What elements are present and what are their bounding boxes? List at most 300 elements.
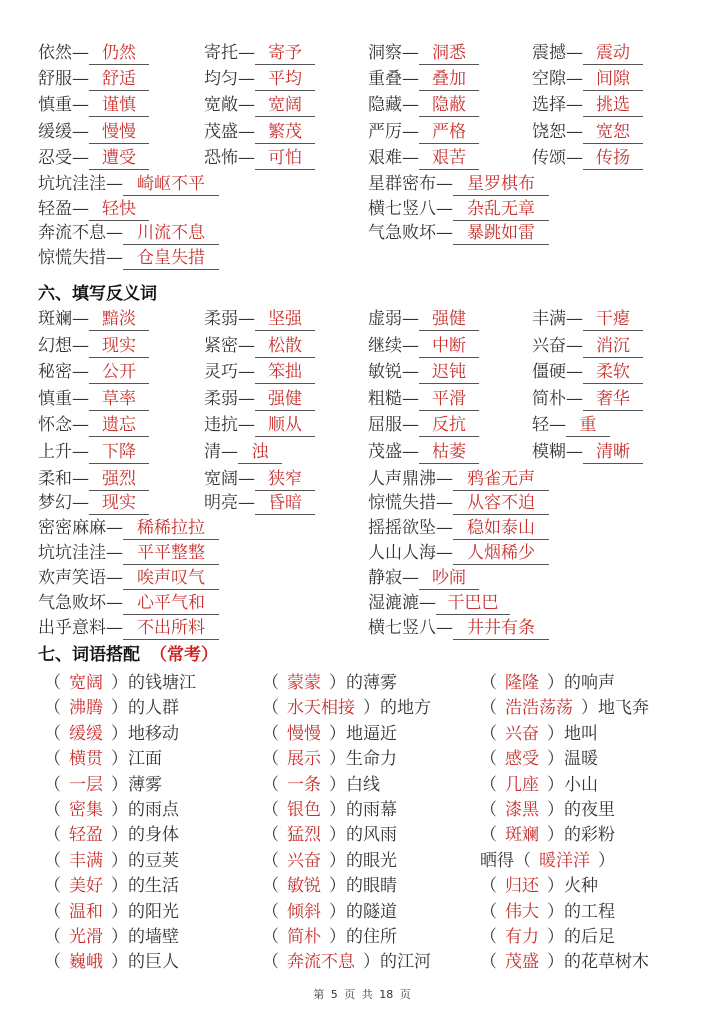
word-pair [204, 92, 315, 118]
answer-fill[interactable]: 倾斜 [287, 901, 321, 922]
phrase-tail: ）的身体 [111, 825, 179, 846]
answer-fill[interactable]: 隆隆 [505, 673, 539, 693]
word-pair [38, 359, 149, 385]
open-paren: （ [480, 901, 497, 922]
word-pair [532, 66, 643, 92]
word-pair [38, 439, 149, 465]
collocation-item [480, 900, 615, 925]
word-row [0, 565, 724, 591]
word-pair [368, 171, 549, 197]
answer-blank[interactable]: 吵闹 [419, 567, 479, 590]
dash: — [238, 468, 255, 489]
word-row [0, 92, 724, 118]
collocation-item [480, 747, 598, 772]
answer-fill[interactable]: 光滑 [69, 927, 103, 947]
phrase-tail: ）的夜里 [547, 800, 615, 820]
answer-fill[interactable]: 漆黑 [505, 800, 539, 820]
phrase-tail: ）的眼睛 [329, 876, 397, 897]
answer-fill[interactable]: 敏锐 [287, 876, 321, 897]
dash: — [106, 247, 123, 268]
answer-blank[interactable]: 不出所料 [123, 617, 219, 640]
dash: — [238, 69, 255, 90]
answer-blank[interactable]: 草率 [89, 388, 149, 411]
word-row [0, 220, 724, 246]
word-prompt: 隐藏 [368, 95, 402, 116]
answer-fill[interactable]: 兴奋 [505, 723, 539, 744]
dash: — [436, 174, 453, 194]
word-row [0, 439, 724, 465]
dash: — [238, 415, 255, 436]
word-prompt: 慎重 [38, 388, 72, 409]
answer-fill[interactable]: 轻盈 [69, 825, 103, 846]
open-paren: （ [480, 723, 497, 744]
answer-fill[interactable]: 一条 [287, 774, 321, 795]
section-heading-antonyms: 六、填写反义词 [38, 284, 157, 304]
collocation-item [262, 747, 397, 772]
answer-fill[interactable]: 奔流不息 [287, 952, 355, 973]
answer-blank[interactable]: 从容不迫 [453, 492, 549, 515]
answer-blank[interactable]: 轻快 [89, 198, 149, 221]
answer-fill[interactable]: 慢慢 [287, 723, 321, 744]
answer-fill[interactable]: 感受 [505, 749, 539, 770]
word-pair [38, 565, 219, 591]
phrase-tail: ）薄雾 [111, 774, 162, 795]
word-pair [204, 306, 315, 332]
phrase-tail: ）的雨幕 [329, 800, 397, 820]
answer-fill[interactable]: 简朴 [287, 927, 321, 947]
answer-fill[interactable]: 沸腾 [69, 698, 103, 719]
word-pair [204, 466, 315, 492]
dash: — [106, 223, 123, 243]
answer-blank[interactable]: 川流不息 [123, 222, 219, 245]
word-row [0, 40, 724, 66]
phrase-tail: ）的人群 [111, 698, 179, 719]
word-prompt: 欢声笑语 [38, 568, 106, 589]
answer-blank[interactable]: 现实 [89, 492, 149, 515]
answer-blank[interactable]: 慢慢 [89, 121, 149, 144]
answer-fill[interactable]: 兴奋 [287, 850, 321, 871]
word-pair [368, 306, 479, 332]
word-prompt: 惊慌失措 [368, 493, 436, 514]
word-prompt: 静寂 [368, 568, 402, 589]
word-pair [204, 66, 315, 92]
collocation-item [262, 696, 431, 721]
answer-blank[interactable]: 反抗 [419, 414, 479, 437]
word-pair [368, 540, 549, 566]
collocation-item [262, 671, 397, 696]
phrase-tail: ）的豆荚 [111, 850, 179, 871]
word-pair [532, 333, 643, 359]
word-prompt: 空隙 [532, 69, 566, 90]
answer-blank[interactable]: 唉声叹气 [123, 567, 219, 590]
answer-fill[interactable]: 浩浩荡荡 [505, 698, 573, 719]
word-pair [368, 145, 479, 171]
collocation-item [480, 671, 615, 696]
word-pair [368, 565, 479, 591]
answer-blank[interactable]: 松散 [255, 335, 315, 358]
answer-blank[interactable]: 崎岖不平 [123, 173, 219, 196]
open-paren: （ [480, 673, 497, 693]
collocation-item [262, 823, 397, 848]
answer-blank[interactable]: 下降 [89, 441, 149, 464]
word-pair [204, 119, 315, 145]
answer-blank[interactable]: 隐蔽 [419, 94, 479, 117]
answer-blank[interactable]: 顺从 [255, 414, 315, 437]
answer-fill[interactable]: 蒙蒙 [287, 673, 321, 693]
word-pair [368, 439, 479, 465]
word-row [0, 515, 724, 541]
open-paren: （ [262, 698, 279, 719]
answer-blank[interactable]: 浊 [238, 441, 282, 464]
answer-blank[interactable]: 仍然 [89, 42, 149, 65]
word-pair [38, 92, 149, 118]
answer-blank[interactable]: 舒适 [89, 68, 149, 91]
word-prompt: 缓缓 [38, 121, 72, 142]
dash: — [402, 121, 419, 142]
word-prompt: 饶恕 [532, 121, 566, 142]
answer-blank[interactable]: 杂乱无章 [453, 198, 549, 221]
word-pair [38, 145, 149, 171]
dash: — [402, 362, 419, 383]
phrase-tail: ）的阳光 [111, 901, 179, 922]
phrase-tail: ）的彩粉 [547, 825, 615, 846]
word-prompt: 柔弱 [204, 388, 238, 409]
answer-blank[interactable]: 可怕 [255, 147, 315, 170]
dash: — [106, 518, 123, 539]
word-prompt: 摇摇欲坠 [368, 518, 436, 539]
answer-fill[interactable]: 斑斓 [505, 825, 539, 846]
word-prompt: 虚弱 [368, 309, 402, 329]
answer-fill[interactable]: 宽阔 [69, 673, 103, 693]
answer-blank[interactable]: 稳如泰山 [453, 517, 549, 540]
answer-blank[interactable]: 鸦雀无声 [453, 468, 549, 491]
dash: — [72, 493, 89, 514]
word-pair [38, 171, 219, 197]
dash: — [402, 309, 419, 329]
word-prompt: 气急败坏 [38, 593, 106, 614]
answer-blank[interactable]: 仓皇失措 [123, 247, 219, 270]
word-pair [368, 92, 479, 118]
answer-blank[interactable]: 枯萎 [419, 441, 479, 464]
answer-blank[interactable]: 平平整整 [123, 542, 219, 565]
phrase-tail: ）的隧道 [329, 901, 397, 922]
dash: — [72, 147, 89, 168]
collocation-item [262, 773, 380, 798]
answer-blank[interactable]: 柔软 [583, 361, 643, 384]
phrase-tail: ） [598, 850, 615, 871]
word-prompt: 坑坑洼洼 [38, 174, 106, 194]
answer-blank[interactable]: 遗忘 [89, 414, 149, 437]
answer-blank[interactable]: 人烟稀少 [453, 542, 549, 565]
answer-blank[interactable]: 公开 [89, 361, 149, 384]
dash: — [72, 468, 89, 489]
answer-fill[interactable]: 银色 [287, 800, 321, 820]
answer-blank[interactable]: 挑选 [583, 94, 643, 117]
word-prompt: 横七竖八 [368, 618, 436, 639]
word-pair [368, 466, 549, 492]
dash: — [549, 415, 566, 436]
collocation-item [44, 874, 179, 899]
answer-fill[interactable]: 水天相接 [287, 698, 355, 719]
answer-blank[interactable]: 稀稀拉拉 [123, 517, 219, 540]
word-pair [368, 359, 479, 385]
word-row [0, 66, 724, 92]
dash: — [238, 493, 255, 514]
dash: — [402, 415, 419, 436]
dash: — [419, 593, 436, 614]
answer-blank[interactable]: 奢华 [583, 388, 643, 411]
answer-blank[interactable]: 迟钝 [419, 361, 479, 384]
word-prompt: 轻盈 [38, 198, 72, 219]
phrase-tail: ）的住所 [329, 927, 397, 947]
word-pair [532, 92, 643, 118]
answer-blank[interactable]: 严格 [419, 121, 479, 144]
word-prompt: 奔流不息 [38, 223, 106, 243]
word-pair [38, 615, 219, 641]
answer-blank[interactable]: 洞悉 [419, 42, 479, 65]
collocation-item [262, 722, 397, 747]
open-paren: （ [262, 850, 279, 871]
answer-blank[interactable]: 震动 [583, 42, 643, 65]
word-prompt: 密密麻麻 [38, 518, 106, 539]
word-prompt: 湿漉漉 [368, 593, 419, 614]
open-paren: （ [44, 850, 61, 871]
dash: — [436, 543, 453, 564]
word-pair [38, 40, 149, 66]
collocation-item [480, 823, 615, 848]
dash: — [402, 568, 419, 589]
answer-fill[interactable]: 伟大 [505, 901, 539, 922]
word-pair [38, 306, 149, 332]
heading-text: 七、词语搭配 [38, 645, 140, 665]
answer-blank[interactable]: 中断 [419, 335, 479, 358]
dash: — [238, 335, 255, 356]
answer-blank[interactable]: 谨慎 [89, 94, 149, 117]
dash: — [566, 95, 583, 116]
word-pair [204, 386, 315, 412]
open-paren: （ [262, 723, 279, 744]
word-row [0, 466, 724, 492]
dash: — [106, 543, 123, 564]
answer-blank[interactable]: 干巴巴 [436, 592, 510, 615]
word-pair [38, 466, 149, 492]
collocation-item [480, 950, 649, 975]
word-prompt: 上升 [38, 442, 72, 462]
word-pair [368, 119, 479, 145]
dash: — [72, 415, 89, 436]
answer-blank[interactable]: 叠加 [419, 68, 479, 91]
word-prompt: 秘密 [38, 362, 72, 383]
collocation-item [262, 950, 431, 975]
word-pair [532, 40, 643, 66]
answer-fill[interactable]: 温和 [69, 901, 103, 922]
dash: — [566, 362, 583, 383]
answer-fill[interactable]: 巍峨 [69, 952, 103, 973]
answer-fill[interactable]: 缓缓 [69, 723, 103, 744]
word-pair [532, 359, 643, 385]
dash: — [566, 121, 583, 142]
answer-blank[interactable]: 昏暗 [255, 492, 315, 515]
answer-blank[interactable]: 平均 [255, 68, 315, 91]
answer-blank[interactable]: 遭受 [89, 147, 149, 170]
answer-fill[interactable]: 暖洋洋 [539, 850, 590, 871]
word-pair [204, 490, 315, 516]
answer-blank[interactable]: 狭窄 [255, 468, 315, 491]
answer-fill[interactable]: 一层 [69, 774, 103, 795]
dash: — [72, 69, 89, 90]
collocation-item [44, 823, 179, 848]
answer-fill[interactable]: 展示 [287, 749, 321, 770]
word-prompt: 屈服 [368, 415, 402, 436]
word-row [0, 119, 724, 145]
word-prompt: 幻想 [38, 335, 72, 356]
collocation-item [480, 696, 649, 721]
word-prompt: 茂盛 [204, 121, 238, 142]
answer-blank[interactable]: 强烈 [89, 468, 149, 491]
word-prompt: 出乎意料 [38, 618, 106, 639]
dash: — [436, 493, 453, 514]
word-prompt: 宽阔 [204, 468, 238, 489]
word-prompt: 艰难 [368, 147, 402, 168]
dash: — [72, 309, 89, 329]
open-paren: （ [44, 927, 61, 947]
answer-blank[interactable]: 井井有条 [453, 617, 549, 640]
answer-blank[interactable]: 坚强 [255, 308, 315, 331]
answer-blank[interactable]: 平滑 [419, 388, 479, 411]
answer-fill[interactable]: 丰满 [69, 850, 103, 871]
collocation-item [480, 798, 615, 823]
collocation-item [44, 747, 162, 772]
word-prompt: 忍受 [38, 147, 72, 168]
collocation-item [262, 925, 397, 950]
word-pair [38, 333, 149, 359]
dash: — [106, 174, 123, 194]
word-prompt: 选择 [532, 95, 566, 116]
open-paren: （ [44, 698, 61, 719]
word-row [0, 590, 724, 616]
open-paren: （ [44, 749, 61, 770]
word-prompt: 斑斓 [38, 309, 72, 329]
word-prompt: 轻 [532, 415, 549, 436]
word-pair [532, 145, 643, 171]
answer-fill[interactable]: 有力 [505, 927, 539, 947]
answer-fill[interactable]: 横贯 [69, 749, 103, 770]
word-prompt: 僵硬 [532, 362, 566, 383]
answer-blank[interactable]: 繁茂 [255, 121, 315, 144]
word-prompt: 舒服 [38, 69, 72, 90]
collocation-item [262, 798, 397, 823]
answer-blank[interactable]: 消沉 [583, 335, 643, 358]
answer-blank[interactable]: 现实 [89, 335, 149, 358]
word-pair [204, 439, 282, 465]
dash: — [566, 147, 583, 168]
dash: — [238, 95, 255, 116]
open-paren: （ [262, 901, 279, 922]
answer-blank[interactable]: 强健 [255, 388, 315, 411]
phrase-tail: ）的巨人 [111, 952, 179, 973]
answer-blank[interactable]: 心平气和 [123, 592, 219, 615]
word-pair [368, 333, 479, 359]
word-row [0, 386, 724, 412]
answer-blank[interactable]: 宽恕 [583, 121, 643, 144]
answer-blank[interactable]: 黯淡 [89, 308, 149, 331]
dash: — [72, 442, 89, 462]
answer-blank[interactable]: 笨拙 [255, 361, 315, 384]
word-pair [532, 412, 610, 438]
answer-blank[interactable]: 强健 [419, 308, 479, 331]
collocation-item [480, 722, 598, 747]
answer-fill[interactable]: 密集 [69, 800, 103, 820]
word-prompt: 恐怖 [204, 147, 238, 168]
answer-blank[interactable]: 星罗棋布 [453, 173, 549, 196]
dash: — [402, 95, 419, 116]
dash: — [72, 43, 89, 63]
phrase-tail: ）地叫 [547, 723, 598, 744]
open-paren: （ [262, 825, 279, 846]
dash: — [402, 147, 419, 168]
word-prompt: 重叠 [368, 69, 402, 90]
answer-blank[interactable]: 清晰 [583, 441, 643, 464]
collocation-item [480, 849, 615, 874]
dash: — [238, 43, 255, 63]
dash: — [72, 388, 89, 409]
word-prompt: 人山人海 [368, 543, 436, 564]
word-prompt: 坑坑洼洼 [38, 543, 106, 564]
word-prompt: 违抗 [204, 415, 238, 436]
word-pair [368, 66, 479, 92]
word-pair [38, 490, 149, 516]
word-prompt: 震撼 [532, 43, 566, 63]
dash: — [402, 388, 419, 409]
phrase-tail: ）生命力 [329, 749, 397, 770]
answer-fill[interactable]: 几座 [505, 774, 539, 795]
collocation-item [262, 874, 397, 899]
answer-fill[interactable]: 美好 [69, 876, 103, 897]
word-pair [368, 515, 549, 541]
word-prompt: 人声鼎沸 [368, 468, 436, 489]
phrase-tail: ）地移动 [111, 723, 179, 744]
dash: — [72, 362, 89, 383]
answer-fill[interactable]: 猛烈 [287, 825, 321, 846]
collocation-item [44, 671, 196, 696]
answer-blank[interactable]: 干瘪 [583, 308, 643, 331]
word-prompt: 怀念 [38, 415, 72, 436]
word-pair [204, 40, 315, 66]
answer-blank[interactable]: 重 [566, 414, 610, 437]
answer-blank[interactable]: 宽阔 [255, 94, 315, 117]
word-pair [38, 196, 149, 222]
open-paren: （ [480, 698, 497, 719]
word-pair [204, 412, 315, 438]
dash: — [72, 95, 89, 116]
word-pair [368, 490, 549, 516]
open-paren: （ [262, 749, 279, 770]
answer-fill[interactable]: 茂盛 [505, 952, 539, 973]
answer-fill[interactable]: 归还 [505, 876, 539, 897]
open-paren: （ [480, 927, 497, 947]
open-paren: （ [262, 774, 279, 795]
answer-blank[interactable]: 间隙 [583, 68, 643, 91]
answer-blank[interactable]: 寄予 [255, 42, 315, 65]
answer-blank[interactable]: 暴跳如雷 [453, 222, 549, 245]
answer-blank[interactable]: 传扬 [583, 147, 643, 170]
word-row [0, 145, 724, 171]
dash: — [106, 568, 123, 589]
word-prompt: 明亮 [204, 493, 238, 514]
answer-blank[interactable]: 艰苦 [419, 147, 479, 170]
phrase-tail: ）的薄雾 [329, 673, 397, 693]
dash: — [566, 335, 583, 356]
